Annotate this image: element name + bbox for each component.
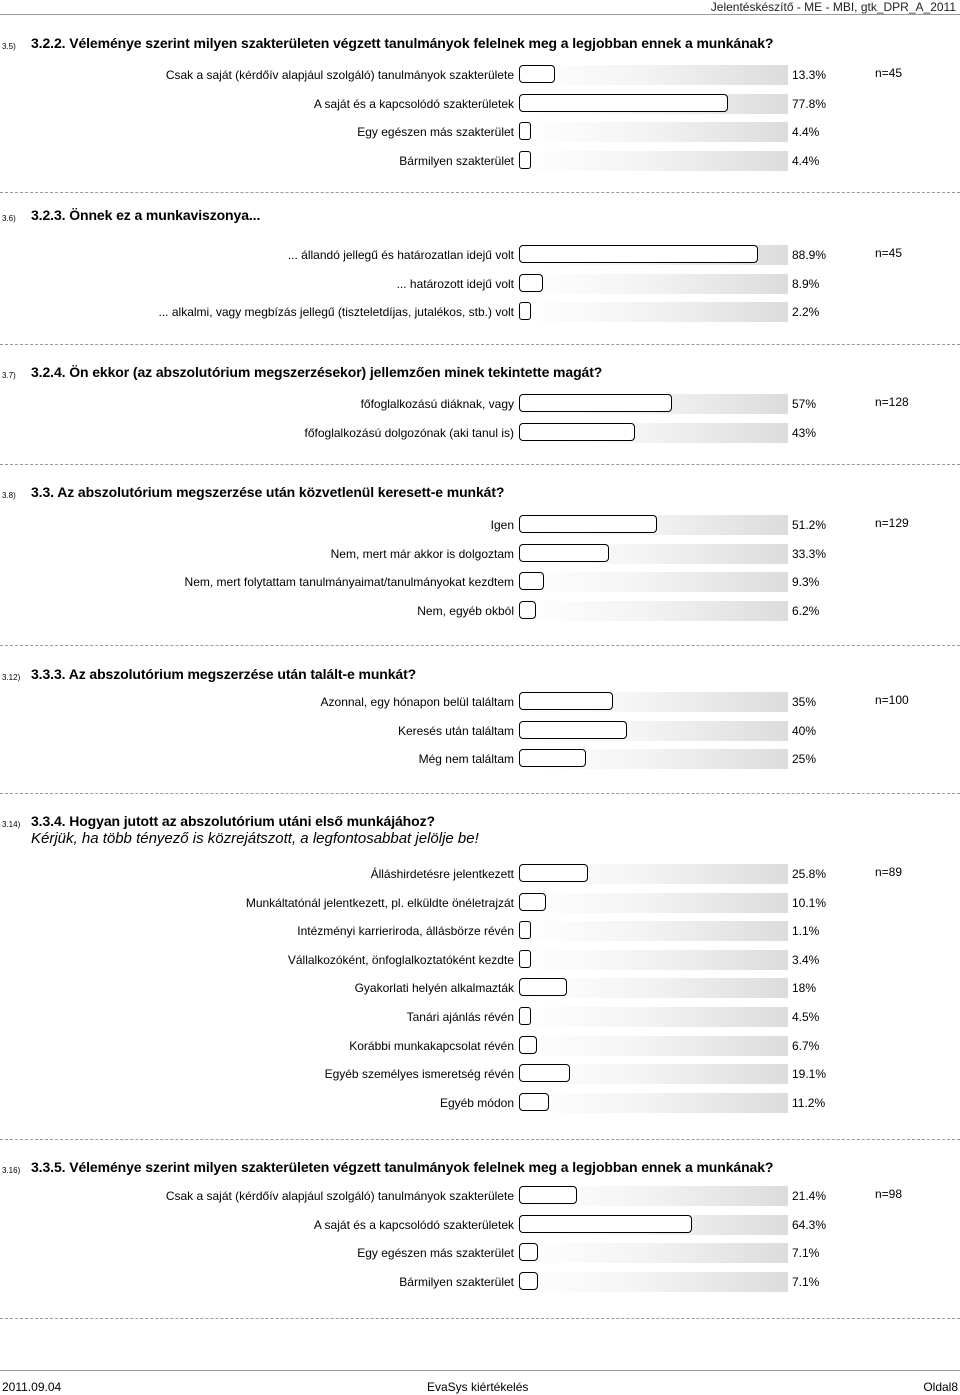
- response-count: n=129: [875, 516, 909, 530]
- question-number: 3.8): [2, 491, 16, 500]
- percentage-bar: [519, 94, 728, 112]
- percentage-bar: [519, 1064, 570, 1082]
- response-count: n=89: [875, 865, 903, 879]
- percentage-bar: [519, 893, 546, 911]
- section-separator: [0, 1318, 960, 1319]
- section-separator: [0, 1139, 960, 1140]
- percentage-bar: [519, 1243, 538, 1261]
- answer-percentage: 6.2%: [792, 603, 820, 618]
- answer-percentage: 7.1%: [792, 1246, 820, 1261]
- answer-label: ... határozott idejű volt: [396, 276, 514, 291]
- answer-percentage: 1.1%: [792, 924, 820, 939]
- percentage-bar: [519, 1186, 577, 1204]
- question-title: 3.2.4. Ön ekkor (az abszolutórium megszerzésekor) jellemzően minek tekintette magát?: [31, 364, 603, 380]
- percentage-bar: [519, 978, 567, 996]
- question-number: 3.7): [2, 371, 16, 380]
- answer-percentage: 8.9%: [792, 276, 820, 291]
- percentage-bar: [519, 245, 758, 263]
- answer-percentage: 2.2%: [792, 305, 820, 320]
- answer-percentage: 40%: [792, 723, 817, 738]
- answer-row: [0, 1243, 960, 1265]
- question-number: 3.12): [2, 673, 21, 682]
- footer-system-name: EvaSys kiértékelés: [427, 1380, 529, 1394]
- question-title: 3.2.2. Véleménye szerint milyen szakterületen végzett tanulmányok felelnek meg a legjobban ennek a munkának?: [31, 35, 774, 51]
- answer-row: [0, 721, 960, 743]
- answer-row: [0, 749, 960, 771]
- answer-label: Csak a saját (kérdőív alapjául szolgáló) tanulmányok szakterülete: [165, 1189, 514, 1203]
- answer-label: Még nem találtam: [418, 752, 514, 767]
- answer-percentage: 4.5%: [792, 1010, 820, 1024]
- footer-page-number: Oldal8: [923, 1380, 958, 1394]
- answer-row: [0, 572, 960, 594]
- bar-track: [519, 151, 788, 171]
- answer-label: Keresés után találtam: [397, 723, 514, 738]
- answer-row: [0, 94, 960, 116]
- answer-label: Egy egészen más szakterület: [357, 1246, 514, 1261]
- question-title: 3.3.5. Véleménye szerint milyen szakterületen végzett tanulmányok felelnek meg a legjobban ennek a munkának?: [31, 1159, 774, 1175]
- section-separator: [0, 645, 960, 646]
- answer-percentage: 57%: [792, 397, 817, 411]
- question-title: 3.2.3. Önnek ez a munkaviszonya...: [31, 207, 261, 223]
- answer-label: ... alkalmi, vagy megbízás jellegű (tiszteletdíjas, jutalékos, stb.) volt: [158, 305, 514, 320]
- answer-row: [0, 1007, 960, 1029]
- percentage-bar: [519, 423, 635, 441]
- answer-row: [0, 274, 960, 296]
- answer-label: A saját és a kapcsolódó szakterületek: [313, 96, 514, 111]
- report-header-title: Jelentéskészítő - ME - MBI, gtk_DPR_A_2011: [710, 0, 956, 14]
- response-count: n=98: [875, 1187, 903, 1201]
- answer-label: Nem, mert folytattam tanulmányaimat/tanulmányokat kezdtem: [184, 575, 514, 590]
- percentage-bar: [519, 1272, 538, 1290]
- answer-percentage: 25.8%: [792, 867, 827, 881]
- answer-row: [0, 601, 960, 623]
- answer-label: Igen: [490, 518, 514, 532]
- percentage-bar: [519, 122, 531, 140]
- answer-label: A saját és a kapcsolódó szakterületek: [313, 1217, 514, 1232]
- answer-percentage: 10.1%: [792, 895, 827, 910]
- question-number: 3.14): [2, 820, 21, 829]
- answer-row: [0, 950, 960, 972]
- answer-row: [0, 921, 960, 943]
- response-count: n=45: [875, 66, 903, 80]
- percentage-bar: [519, 394, 672, 412]
- answer-label: Bármilyen szakterület: [399, 153, 514, 168]
- question-title: 3.3.3. Az abszolutórium megszerzése után talált-e munkát?: [31, 666, 417, 682]
- answer-row: [0, 302, 960, 324]
- section-separator: [0, 793, 960, 794]
- answer-row: [0, 1093, 960, 1115]
- percentage-bar: [519, 692, 613, 710]
- answer-label: Nem, egyéb okból: [417, 603, 514, 618]
- bar-track: [519, 1036, 788, 1056]
- answer-row: [0, 151, 960, 173]
- bar-track: [519, 921, 788, 941]
- response-count: n=100: [875, 693, 909, 707]
- answer-row: [0, 1215, 960, 1237]
- answer-row: [0, 544, 960, 566]
- percentage-bar: [519, 749, 586, 767]
- answer-percentage: 77.8%: [792, 96, 827, 111]
- answer-label: Álláshirdetésre jelentkezett: [370, 867, 514, 881]
- bar-track: [519, 302, 788, 322]
- answer-row: [0, 515, 960, 537]
- section-separator: [0, 344, 960, 345]
- question-title: 3.3. Az abszolutórium megszerzése után közvetlenül keresett-e munkát?: [31, 484, 505, 500]
- footer-divider: [0, 1370, 960, 1371]
- answer-percentage: 33.3%: [792, 546, 827, 561]
- percentage-bar: [519, 721, 627, 739]
- answer-percentage: 13.3%: [792, 68, 827, 82]
- answer-row: [0, 122, 960, 144]
- percentage-bar: [519, 1036, 537, 1054]
- answer-label: Egy egészen más szakterület: [357, 125, 514, 140]
- bar-track: [519, 950, 788, 970]
- answer-row: [0, 1272, 960, 1294]
- answer-label: Azonnal, egy hónapon belül találtam: [320, 695, 514, 709]
- bar-track: [519, 65, 788, 85]
- answer-percentage: 64.3%: [792, 1217, 827, 1232]
- answer-row: [0, 394, 960, 416]
- answer-percentage: 18%: [792, 981, 817, 996]
- bar-track: [519, 572, 788, 592]
- question-title: 3.3.4. Hogyan jutott az abszolutórium utáni első munkájához?: [31, 813, 435, 829]
- answer-percentage: 43%: [792, 425, 817, 440]
- percentage-bar: [519, 1093, 549, 1111]
- answer-row: [0, 1064, 960, 1086]
- bar-track: [519, 122, 788, 142]
- answer-label: Egyéb módon: [439, 1095, 514, 1110]
- bar-track: [519, 1007, 788, 1027]
- response-count: n=128: [875, 395, 909, 409]
- percentage-bar: [519, 151, 531, 169]
- bar-track: [519, 274, 788, 294]
- answer-percentage: 88.9%: [792, 248, 827, 262]
- answer-label: Munkáltatónál jelentkezett, pl. elküldte önéletrajzát: [245, 895, 514, 910]
- response-count: n=45: [875, 246, 903, 260]
- answer-label: főfoglalkozású diáknak, vagy: [360, 397, 514, 411]
- answer-row: [0, 65, 960, 87]
- answer-label: főfoglalkozású dolgozónak (aki tanul is): [304, 425, 514, 440]
- answer-percentage: 7.1%: [792, 1274, 820, 1289]
- footer-date: 2011.09.04: [2, 1380, 62, 1394]
- answer-row: [0, 1186, 960, 1208]
- percentage-bar: [519, 1007, 531, 1025]
- answer-percentage: 25%: [792, 752, 817, 767]
- percentage-bar: [519, 544, 609, 562]
- answer-percentage: 35%: [792, 695, 817, 709]
- section-separator: [0, 464, 960, 465]
- answer-percentage: 9.3%: [792, 575, 820, 590]
- answer-row: [0, 245, 960, 267]
- bar-track: [519, 1243, 788, 1263]
- answer-percentage: 51.2%: [792, 518, 827, 532]
- percentage-bar: [519, 274, 543, 292]
- answer-label: Gyakorlati helyén alkalmazták: [354, 981, 514, 996]
- answer-row: [0, 893, 960, 915]
- bar-track: [519, 1093, 788, 1113]
- bar-track: [519, 893, 788, 913]
- answer-percentage: 4.4%: [792, 125, 820, 140]
- question-number: 3.5): [2, 42, 16, 51]
- answer-label: Bármilyen szakterület: [399, 1274, 514, 1289]
- answer-row: [0, 423, 960, 445]
- answer-percentage: 3.4%: [792, 952, 820, 967]
- answer-label: Vállalkozóként, önfoglalkoztatóként kezdte: [287, 952, 514, 967]
- percentage-bar: [519, 65, 555, 83]
- answer-label: ... állandó jellegű és határozatlan idejű volt: [287, 248, 514, 262]
- answer-percentage: 4.4%: [792, 153, 820, 168]
- answer-label: Tanári ajánlás révén: [406, 1010, 514, 1024]
- answer-row: [0, 1036, 960, 1058]
- answer-row: [0, 864, 960, 886]
- answer-percentage: 21.4%: [792, 1189, 827, 1203]
- percentage-bar: [519, 515, 657, 533]
- answer-label: Csak a saját (kérdőív alapjául szolgáló) tanulmányok szakterülete: [165, 68, 514, 82]
- answer-label: Intézményi karrieriroda, állásbörze révén: [297, 924, 514, 939]
- header-divider: [0, 14, 960, 15]
- question-number: 3.6): [2, 214, 16, 223]
- question-number: 3.16): [2, 1166, 21, 1175]
- answer-label: Korábbi munkakapcsolat révén: [349, 1038, 514, 1053]
- percentage-bar: [519, 601, 536, 619]
- section-separator: [0, 192, 960, 193]
- answer-row: [0, 978, 960, 1000]
- answer-row: [0, 692, 960, 714]
- answer-label: Nem, mert már akkor is dolgoztam: [330, 546, 514, 561]
- percentage-bar: [519, 302, 531, 320]
- percentage-bar: [519, 572, 544, 590]
- answer-percentage: 19.1%: [792, 1067, 827, 1082]
- bar-track: [519, 1272, 788, 1292]
- answer-label: Egyéb személyes ismeretség révén: [324, 1067, 514, 1082]
- answer-percentage: 6.7%: [792, 1038, 820, 1053]
- bar-track: [519, 601, 788, 621]
- question-instruction: Kérjük, ha több tényező is közrejátszott, a legfontosabbat jelölje be!: [31, 830, 479, 847]
- percentage-bar: [519, 864, 588, 882]
- percentage-bar: [519, 950, 531, 968]
- percentage-bar: [519, 921, 531, 939]
- percentage-bar: [519, 1215, 692, 1233]
- answer-percentage: 11.2%: [792, 1095, 826, 1110]
